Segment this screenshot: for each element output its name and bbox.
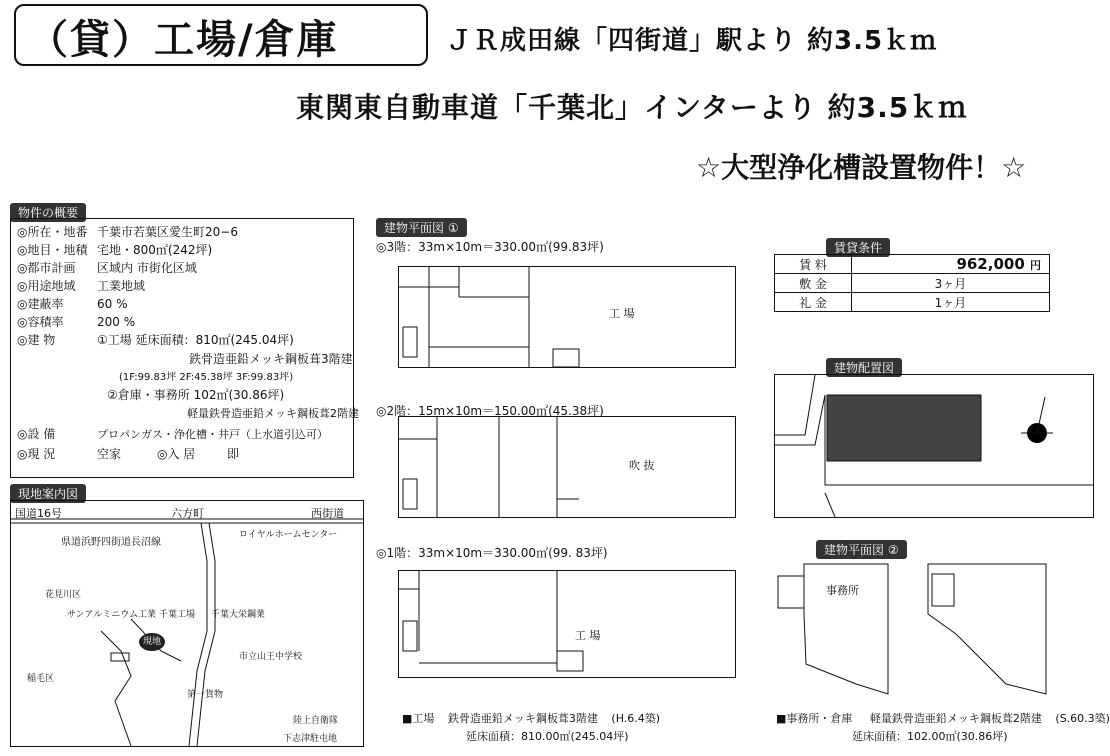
- plan2-office: 事務所: [826, 584, 859, 597]
- map-label: 現地案内図: [10, 484, 86, 503]
- plan2-label: 建物平面図 ②: [816, 540, 907, 559]
- map-site-marker: 現地: [139, 633, 165, 651]
- summary-key: ◎所在・地番: [17, 225, 88, 239]
- summary-row: [17, 295, 128, 312]
- summary-value: 宅地・800㎡(242坪): [97, 243, 213, 257]
- summary-key: ◎容積率: [17, 315, 64, 329]
- rent-key: 礼 金: [775, 293, 852, 312]
- plan1-floor3: [398, 266, 736, 368]
- plan2-note-structure: 軽量鉄骨造亜鉛メッキ鋼板葺2階建: [869, 712, 1042, 725]
- map-daiichi-kamotsu: 第一貨物: [187, 690, 224, 700]
- summary-key: ◎入 居: [157, 447, 196, 461]
- rent-key: 敷 金: [775, 274, 852, 293]
- summary-key: ◎地目・地積: [17, 243, 88, 257]
- summary-value: 千葉市若葉区愛生町20−6: [97, 225, 238, 239]
- summary-row: [17, 259, 197, 276]
- summary-key: ◎現 況: [17, 447, 56, 461]
- rent-key: 賃 料: [775, 255, 852, 274]
- access-rail: ＪＲ成田線「四街道」駅より 約3.5ｋｍ: [446, 26, 938, 56]
- plan1-floor2-caption: ◎2階：15m×10m＝150.00㎡(45.38坪): [376, 404, 604, 418]
- rent-row: [775, 274, 1050, 293]
- feature-banner: ☆大型浄化槽設置物件！☆: [696, 151, 1027, 184]
- plan2-note: [776, 710, 1110, 726]
- summary-value: 空家: [97, 447, 122, 461]
- plan1-note-year: (H.6.4築): [611, 712, 661, 725]
- plan1-label: 建物平面図 ①: [376, 218, 467, 237]
- location-map: [10, 500, 364, 747]
- summary-row: [17, 277, 145, 294]
- map-rokuhoucho: 六方町: [171, 507, 204, 520]
- site-plan: [774, 374, 1094, 518]
- building2-summary: ②倉庫・事務所 102㎡(30.86坪): [107, 388, 285, 402]
- plan1-note-name: ■工場: [402, 712, 435, 725]
- map-hanamigawa: 花見川区: [45, 590, 82, 600]
- plan2-note-area: 延床面積：102.00㎡(30.86坪): [852, 730, 1008, 743]
- rent-table: [774, 254, 1050, 312]
- summary-key: ◎設 備: [17, 427, 56, 441]
- summary-row: [17, 223, 238, 240]
- floor1-room: 工 場: [575, 629, 601, 642]
- floor2-walls: [399, 417, 735, 517]
- map-nishikaido: 西街道: [311, 507, 344, 520]
- summary-value: 区域内 市街化区域: [97, 261, 197, 275]
- plan1-floor1: [398, 570, 736, 678]
- building2-structure: 軽量鉄骨造亜鉛メッキ鋼板葺2階建: [187, 407, 359, 420]
- rent-row: [775, 255, 1050, 274]
- plan1-note-structure: 鉄骨造亜鉛メッキ鋼板葺3階建: [447, 712, 598, 725]
- map-prefectural-road: 県道浜野四街道長沼線: [61, 537, 161, 548]
- summary-key: ◎建 物: [17, 333, 56, 347]
- rent-label: 賃貸条件: [826, 238, 890, 257]
- map-road16: 国道16号: [15, 507, 62, 520]
- summary-row: [17, 445, 239, 462]
- floor3-room: 工 場: [609, 307, 635, 320]
- plan2-note-year: (S.60.3築): [1055, 712, 1110, 725]
- rent-value: 1ヶ月: [852, 293, 1050, 312]
- summary-row: [17, 425, 328, 442]
- summary-row: [17, 313, 135, 330]
- summary-value: 即: [227, 447, 240, 461]
- summary-row: [17, 241, 212, 258]
- plan2-walls: [776, 564, 1094, 704]
- siteplan-drawing: [775, 375, 1093, 517]
- building1-structure: 鉄骨造亜鉛メッキ鋼板葺3階建: [189, 352, 353, 366]
- map-inage: 稲毛区: [27, 674, 55, 684]
- rent-unit: 円: [1030, 259, 1041, 272]
- map-sannou-school: 市立山王中学校: [239, 652, 303, 662]
- summary-key: ◎建蔽率: [17, 297, 64, 311]
- plan1-note: [402, 710, 660, 726]
- rent-value: 3ヶ月: [852, 274, 1050, 293]
- floor2-room: 吹 抜: [629, 459, 655, 472]
- summary-value: プロパンガス・浄化槽・井戸（上水道引込可）: [97, 428, 328, 441]
- rent-value: [852, 255, 1050, 274]
- summary-value: 工業地域: [97, 279, 146, 293]
- plan2-drawing: [776, 564, 1094, 704]
- page-title: （貸）工場/倉庫: [28, 17, 339, 63]
- plan1-floor3-caption: ◎3階：33m×10m＝330.00㎡(99.83坪): [376, 240, 604, 254]
- rent-row: [775, 293, 1050, 312]
- floor1-walls: [399, 571, 735, 677]
- plan1-floor2: [398, 416, 736, 518]
- map-chiba-daiei: 千葉大栄鋼業: [211, 610, 266, 620]
- map-jsdf: 陸上自衛隊: [293, 716, 339, 726]
- summary-key: ◎用途地域: [17, 279, 76, 293]
- plan2-note-name: ■事務所・倉庫: [776, 712, 853, 725]
- summary-panel: [10, 218, 359, 478]
- map-royal-homecenter: ロイヤルホームセンター: [239, 530, 338, 540]
- summary-key: ◎都市計画: [17, 261, 76, 275]
- floor3-walls: [399, 267, 735, 367]
- map-shimoshizu: 下志津駐屯地: [283, 734, 338, 744]
- summary-row: [17, 331, 294, 348]
- summary-label: 物件の概要: [10, 203, 86, 222]
- summary-value: 60 %: [97, 297, 128, 311]
- plan1-note-area: 延床面積：810.00㎡(245.04坪): [466, 730, 629, 743]
- rent-amount: 962,000: [956, 255, 1025, 273]
- summary-value: ①工場 延床面積：810㎡(245.04坪): [97, 333, 294, 347]
- building1-floors: (1F:99.83坪 2F:45.38坪 3F:99.83坪): [119, 372, 294, 383]
- siteplan-label: 建物配置図: [826, 358, 902, 377]
- plan1-floor1-caption: ◎1階：33m×10m＝330.00㎡(99. 83坪): [376, 546, 608, 560]
- summary-value: 200 %: [97, 315, 136, 329]
- access-highway: 東関東自動車道「千葉北」インターより 約3.5ｋｍ: [296, 91, 968, 124]
- map-sun-aluminum: サンアルミニウム工業 千葉工場: [67, 610, 195, 620]
